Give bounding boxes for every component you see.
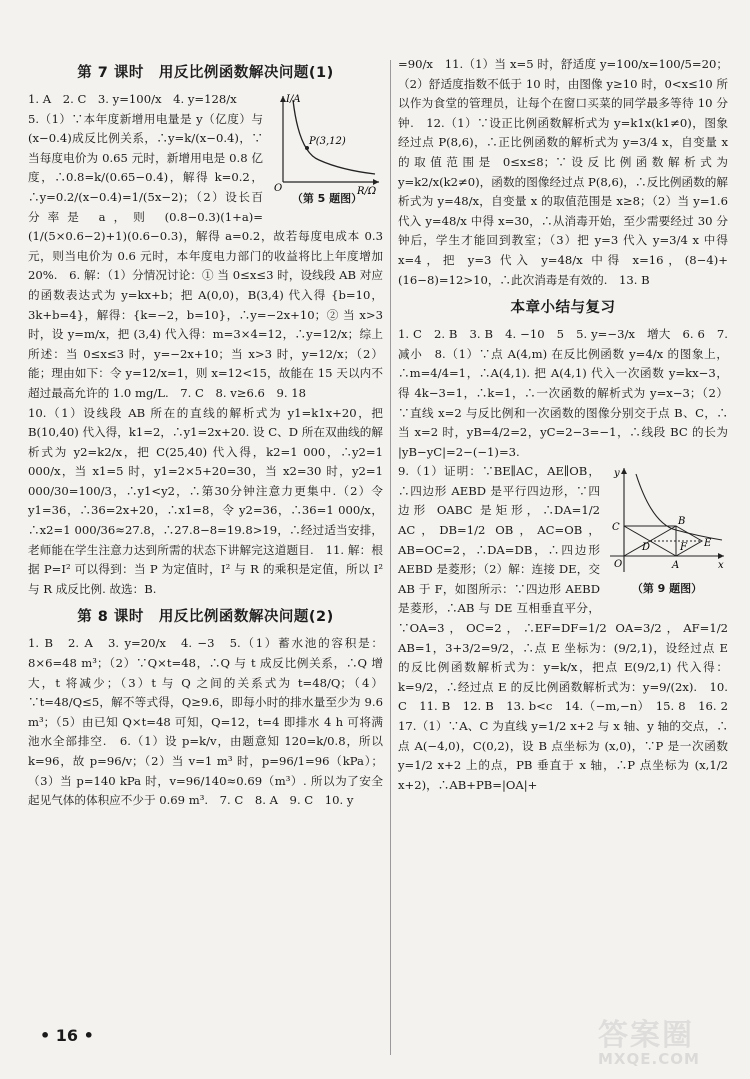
answer-paragraph: 1. C 2. B 3. B 4. −10 5 5. y=−3/x 增大 6. 6 7. 减小 8.（1）∵点 A(4,m) 在反比例函数 y=4/x 的图象上，∴m=4/4=1，∴A(4,1). 把 A(4,1) 代入一次函数 y=kx−3，得 4k−3=1，∴k=1，∴一次函数的解析式为 y=x−3；（2）∵直线 x=2 与反比例和一次函数的图像分别交于点 B、C，∴当 x=2 时，yB=4/2=2，yC=2−3=−1，∴线段 BC 的长为 |yB−yC|=2−(−1)=3. (398, 327, 728, 459)
column-divider (390, 60, 391, 1055)
watermark-logo (598, 1010, 738, 1070)
figure-9-label-d: D (642, 542, 651, 554)
answer-paragraph: 9.（1）证明：∵BE∥AC，AE∥OB，∴四边形 AEBD 是平行四边形，∵四边形 OABC 是矩形，∴DA=1/2 AC，DB=1/2 OB，AC=OB，AB=OC=2，∴DA=DB，∴四边形 AEBD 是菱形；（2）解：连接 DE，交 AB 于 F，如图所示：∵四边形 AEBD 是菱形，∴AB 与 DE 互相垂直平分，∵OA=3，OC=2，∴EF=DF=1/2 OA=3/2，AF=1/2 AB=1，3+3/2=9/2，∴点 E 坐标为：(9/2,1)，设经过点 E 的反比例函数解析式为：y=k/x，把点 E(9/2,1) 代入得：k=9/2，∴经过点 E 的反比例函数解析式为：y=9/(2x). 10. C 11. B 12. B 13. b<c 14.（−m,−n） 15. 8 16. 2 17.（1）∵A、C 为直线 y=1/2 x+2 与 x 轴、y 轴的交点，∴点 A(−4,0)，C(0,2)，设 B 点坐标为 (x,0)，∵P 是一次函数 y=1/2 x+2 上的点，PB 垂直于 x 轴，∴P 点坐标为 (x,1/2 x+2)，∴AB+PB=|OA|+ (398, 464, 740, 792)
figure-5-x-axis-label: R/Ω (357, 186, 377, 197)
chapter-review-heading: 本章小结与复习 (510, 300, 616, 317)
watermark-text: 答案圈 (598, 1018, 694, 1053)
figure-9-label-x: x (718, 560, 724, 572)
answer-paragraph: 1. A 2. C 3. y=100/x 4. y=128/x (28, 92, 237, 106)
figure-9-label-f: F (680, 542, 687, 554)
answer-paragraph: 1. B 2. A 3. y=20/x 4. −3 5.（1）蓄水池的容积是：8×6=48 m³；（2）∵Q×t=48，∴Q 与 t 成反比例关系，∴Q 增大，t 将减少；（3）t 与 Q 之间的关系式为 t=48/Q；（4）∵t=48/Q≤5，解不等式得，Q≥9.6，即每小时的排水量至少为 9.6 m³；（5）由已知 Q×t=48 可知，Q=12，t=4 即排水 4 h 可将满池水全部排空. 6.（1）设 p=k/v，由题意知 120=k/0.8，所以 k=96，故 p=96/v；（2）当 v=1 m³ 时，p=96/1=96（kPa）；（3）当 p=140 kPa 时，v=96/140≈0.69（m³）. 所以为了安全起见气体的体积应不少于 0.69 m³. 7. C 8. A 9. C 10. y (28, 636, 383, 808)
right-column (398, 55, 740, 795)
figure-5-graph (271, 90, 383, 197)
page-number: • 16 • (40, 1026, 94, 1045)
figure-9-label-b: B (678, 516, 686, 528)
answer-paragraph: 5.（1）∵本年度新增用电量是 y（亿度）与(x−0.4)成反比例关系，∴y=k/(x−0.4)，∵当每度电价为 0.65 元时，新增用电是 0.8 亿度，∴0.8=k/(0.65−0.4)，解得 k=0.2，∴y=0.2/(x−0.4)=1/(5x−2)；（2）设长百分率是 a，则 (0.8−0.3)(1+a)=(1/(5×0.6−2)+1)(0.6−0.3)，解得 a=0.2，故若每度电成本 0.3 元，则当电价为 0.6 元时，本年度电力部门的收益将比上年度增加 20%. 6. 解：（1）分情况讨论：① 当 0≤x≤3 时，设线段 AB 对应的函数表达式为 y=kx+b；把 A(0,0)，B(3,4) 代入得 {b=10，3k+b=4}，解得：{k=−2，b=10}，∴y=−2x+10；② 当 x>3 时，设 y=m/x，把 (3,4) 代入得：m=3×4=12，∴y=12/x；综上所述：当 0≤x≤3 时，y=−2x+10；当 x>3 时，y=12/x；（2）能；理由如下：令 y=12/x=1，则 x=12<15，故能在 15 天以内不超过最高允许的 1.0 mg/L. 7. C 8. v≥6.6 9. 18 (28, 111, 383, 400)
figure-9-label-a: A (672, 560, 680, 572)
answer-paragraph: 10.（1）设线段 AB 所在的直线的解析式为 y1=k1x+20，把 B(10,40) 代入得，k1=2，∴y1=2x+20. 设 C、D 所在双曲线的解析式为 y2=k2/x，把 C(25,40) 代入得，k2=1 000，∴y2=1 000/x，当 x1=5 时，y1=2×5+20=30，当 x2=30 时，y2=1 000/30=100/3，∴y1<y2，∴第30分钟注意力更集中.（2）令 y1=36，∴36=2x+20，∴x1=8，令 y2=36，∴36=1 000/x，∴x2=1 000/36≈27.8，∴27.8−8=19.8>19，∴经过适当安排，老师能在学生注意力达到所需的状态下讲解完这道题目. 11. 解：根据 P=I² 可以得到：当 P 为定值时，I² 与 R 的乘积是定值，所以 I² 与 R 成反比例. 故选：B. (28, 405, 383, 596)
left-column (28, 55, 383, 811)
figure-5 (271, 90, 383, 206)
figure-9 (606, 464, 728, 596)
figure-5-caption: （第 5 题图） (291, 192, 363, 205)
figure-9-label-e: E (704, 538, 712, 550)
answer-paragraph: =90/x 11.（1）当 x=5 时，舒适度 y=100/x=100/5=20；（2）舒适度指数不低于 10 时，由图像 y≥10 时，0<x≤10 所以作为食堂的管理员，让每个在窗口买菜的同学最多等待 10 分钟. 12.（1）∵设正比例函数解析式为 y=k1x(k1≠0)，图象经过点 P(8,6)，∴正比例函数的解析式为 y=3/4 x，自变量 x 的取值范围是 0≤x≤8；∵设反比例函数解析式为 y=k2/x(k2≠0)，函数的图像经过点 P(8,6)，∴反比例函数的解析式为 y=48/x，自变量 x 的取值范围是 x≥8；（2）当 y=1.6 代入 y=48/x 中得 x=30，∴从消毒开始，至少需要经过 30 分钟后，学生才能回到教室；（3）把 y=3 代入 y=3/4 x 中得 x=4，把 y=3 代入 y=48/x 中得 x=16，(8−4)+(16−8)=12>10，∴此次消毒是有效的. 13. B (398, 57, 728, 287)
lesson-7-heading: 第 7 课时 用反比例函数解决问题(1) (77, 65, 334, 81)
figure-9-label-o: O (614, 559, 623, 571)
watermark-url: MXQE.COM (598, 1050, 700, 1068)
figure-5-y-axis-label: I/A (286, 94, 301, 105)
figure-9-label-y: y (614, 468, 620, 480)
figure-9-label-c: C (612, 522, 620, 534)
figure-9-graph (606, 464, 728, 576)
lesson-8-heading: 第 8 课时 用反比例函数解决问题(2) (77, 609, 334, 626)
figure-5-origin-label: O (274, 183, 283, 194)
figure-5-point-label: P(3,12) (309, 136, 346, 147)
figure-9-caption: （第 9 题图） (631, 582, 703, 596)
